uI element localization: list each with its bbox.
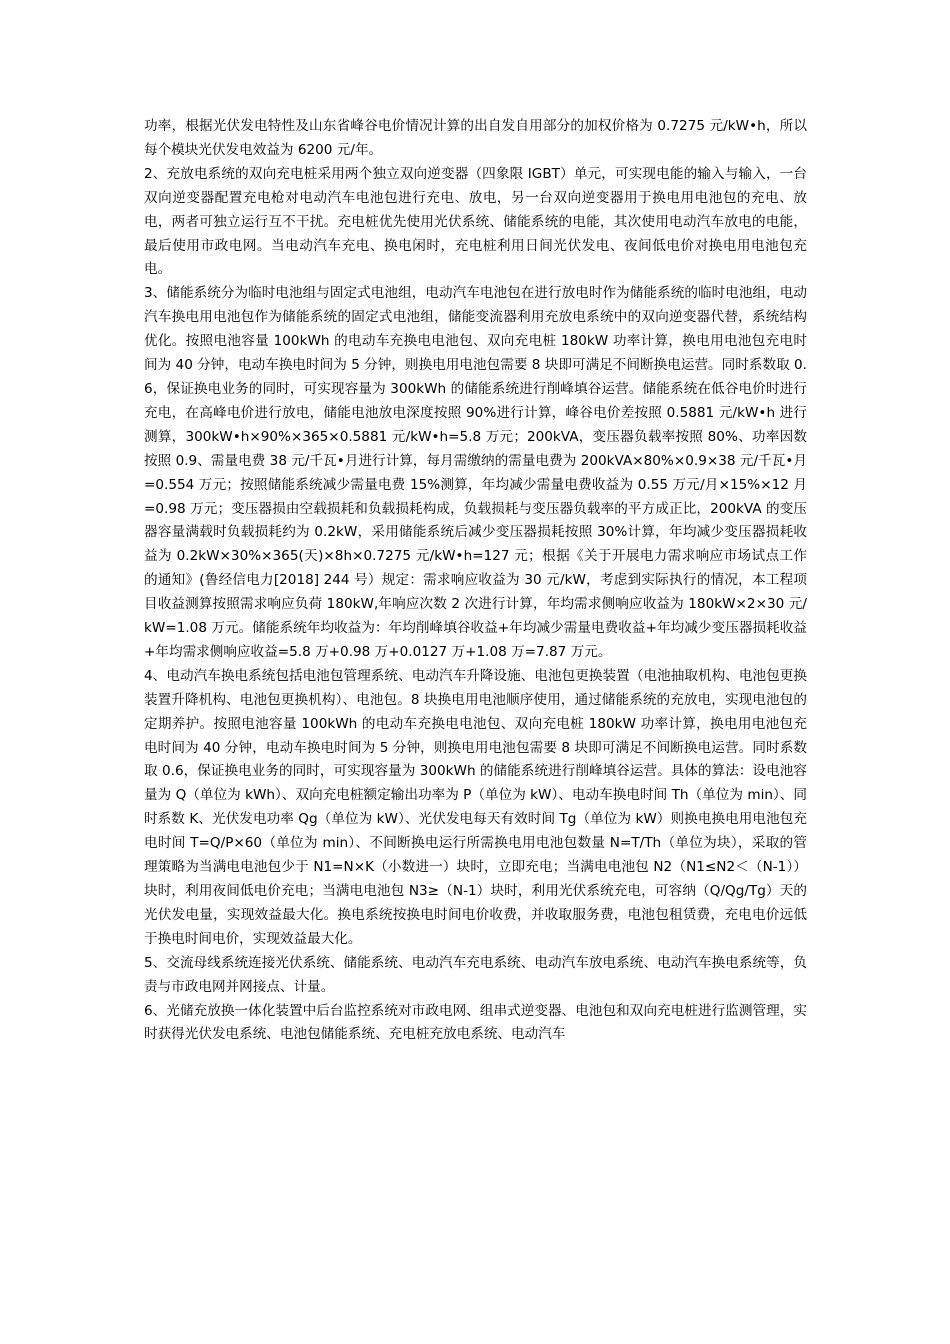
document-page <box>144 115 807 1047</box>
paragraph-energy-storage: 3、储能系统分为临时电池组与固定式电池组，电动汽车电池包在进行放电时作为储能系统的临时电池组，电动汽车换电用电池包作为储能系统的固定式电池组，储能变流器利用充放电系统中的双向逆变器代替，系统结构优化。按照电池容量 100kWh 的电动车充换电电池包、双向充电桩 180kW 功率计算，换电用电池包充电时间为 40 分钟，电动车换电时间为 5 分钟，则换电用电池包需要 8 块即可满足不间断换电运营。同时系数取 0.6，保证换电业务的同时，可实现容量为 300kWh 的储能系统进行削峰填谷运营。储能系统在低谷电价时进行充电，在高峰电价进行放电，储能电池放电深度按照 90%进行计算，峰谷电价差按照 0.5881 元/kW•h 进行测算，300kW•h×90%×365×0.5881 元/kW•h=5.8 万元；200kVA，变压器负载率按照 80%、功率因数按照 0.9、需量电费 38 元/千瓦•月进行计算，每月需缴纳的需量电费为 200kVA×80%×0.9×38 元/千瓦•月=0.554 万元；按照储能系统减少需量电费 15%测算，年均减少需量电费收益为 0.55 万元/月×15%×12 月=0.98 万元；变压器损由空载损耗和负载损耗构成，负载损耗与变压器负载率的平方成正比，200kVA 的变压器容量满载时负载损耗约为 0.2kW，采用储能系统后减少变压器损耗按照 30%计算，年均减少变压器损耗收益为 0.2kW×30%×365(天)×8h×0.7275 元/kW•h=127 元；根据《关于开展电力需求响应市场试点工作的通知》(鲁经信电力[2018] 244 号）规定：需求响应收益为 30 元/kW，考虑到实际执行的情况，本工程项目收益测算按照需求响应负荷 180kW,年响应次数 2 次进行计算，年均需求侧响应收益为 180kW×2×30 元/kW=1.08 万元。储能系统年均收益为：年均削峰填谷收益+年均减少需量电费收益+年均减少变压器损耗收益+年均需求侧响应收益=5.8 万+0.98 万+0.0127 万+1.08 万=7.87 万元。 <box>144 285 807 660</box>
paragraph-charging-system: 2、充放电系统的双向充电桩采用两个独立双向逆变器（四象限 IGBT）单元，可实现电能的输入与输入，一台双向逆变器配置充电枪对电动汽车电池包进行充电、放电，另一台双向逆变器用于换电用电池包的充电、放电，两者可独立运行互不干扰。充电桩优先使用光伏系统、储能系统的电能，其次使用电动汽车放电的电能，最后使用市政电网。当电动汽车充电、换电闲时，充电桩利用日间光伏发电、夜间低电价对换电用电池包充电。 <box>144 165 807 278</box>
paragraph-monitoring: 6、光储充放换一体化装置中后台监控系统对市政电网、组串式逆变器、电池包和双向充电桩进行监测管理，实时获得光伏发电系统、电池包储能系统、充电桩充放电系统、电动汽车 <box>144 1002 807 1043</box>
paragraph-pv-revenue: 功率，根据光伏发电特性及山东省峰谷电价情况计算的出自发自用部分的加权价格为 0.7275 元/kW•h，所以每个模块光伏发电效益为 6200 元/年。 <box>144 118 807 158</box>
paragraph-ac-bus: 5、交流母线系统连接光伏系统、储能系统、电动汽车充电系统、电动汽车放电系统、电动汽车换电系统等，负责与市政电网并网接点、计量。 <box>144 954 807 995</box>
paragraph-battery-swap: 4、电动汽车换电系统包括电池包管理系统、电动汽车升降设施、电池包更换装置（电池抽取机构、电池包更换装置升降机构、电池包更换机构）、电池包。8 块换电用电池顺序使用，通过储能系统的充放电，实现电池包的定期养护。按照电池容量 100kWh 的电动车充换电电池包、双向充电桩 180kW 功率计算，换电用电池包充电时间为 40 分钟，电动车换电时间为 5 分钟，则换电用电池包需要 8 块即可满足不间断换电运营。同时系数取 0.6，保证换电业务的同时，可实现容量为 300kWh 的储能系统进行削峰填谷运营。具体的算法：设电池容量为 Q（单位为 kWh）、双向充电桩额定输出功率为 P（单位为 kW）、电动车换电时间 Th（单位为 min）、同时系数 K、光伏发电功率 Qg（单位为 kW）、光伏发电每天有效时间 Tg（单位为 kW）则换电换电用电池包充电时间 T=Q/P×60（单位为 min）、不间断换电运行所需换电用电池包数量 N=T/Th（单位为块），采取的管理策略为当满电电池包少于 N1=N×K（小数进一）块时，立即充电；当满电电池包 N2（N1≤N2＜（N-1））块时，利用夜间低电价充电；当满电电池包 N3≥（N-1）块时，利用光伏系统充电，可容纳（Q/Qg/Tg）天的光伏发电量，实现效益最大化。换电系统按换电时间电价收费，并收取服务费，电池包租赁费，充电电价远低于换电时间电价，实现效益最大化。 <box>144 667 807 947</box>
